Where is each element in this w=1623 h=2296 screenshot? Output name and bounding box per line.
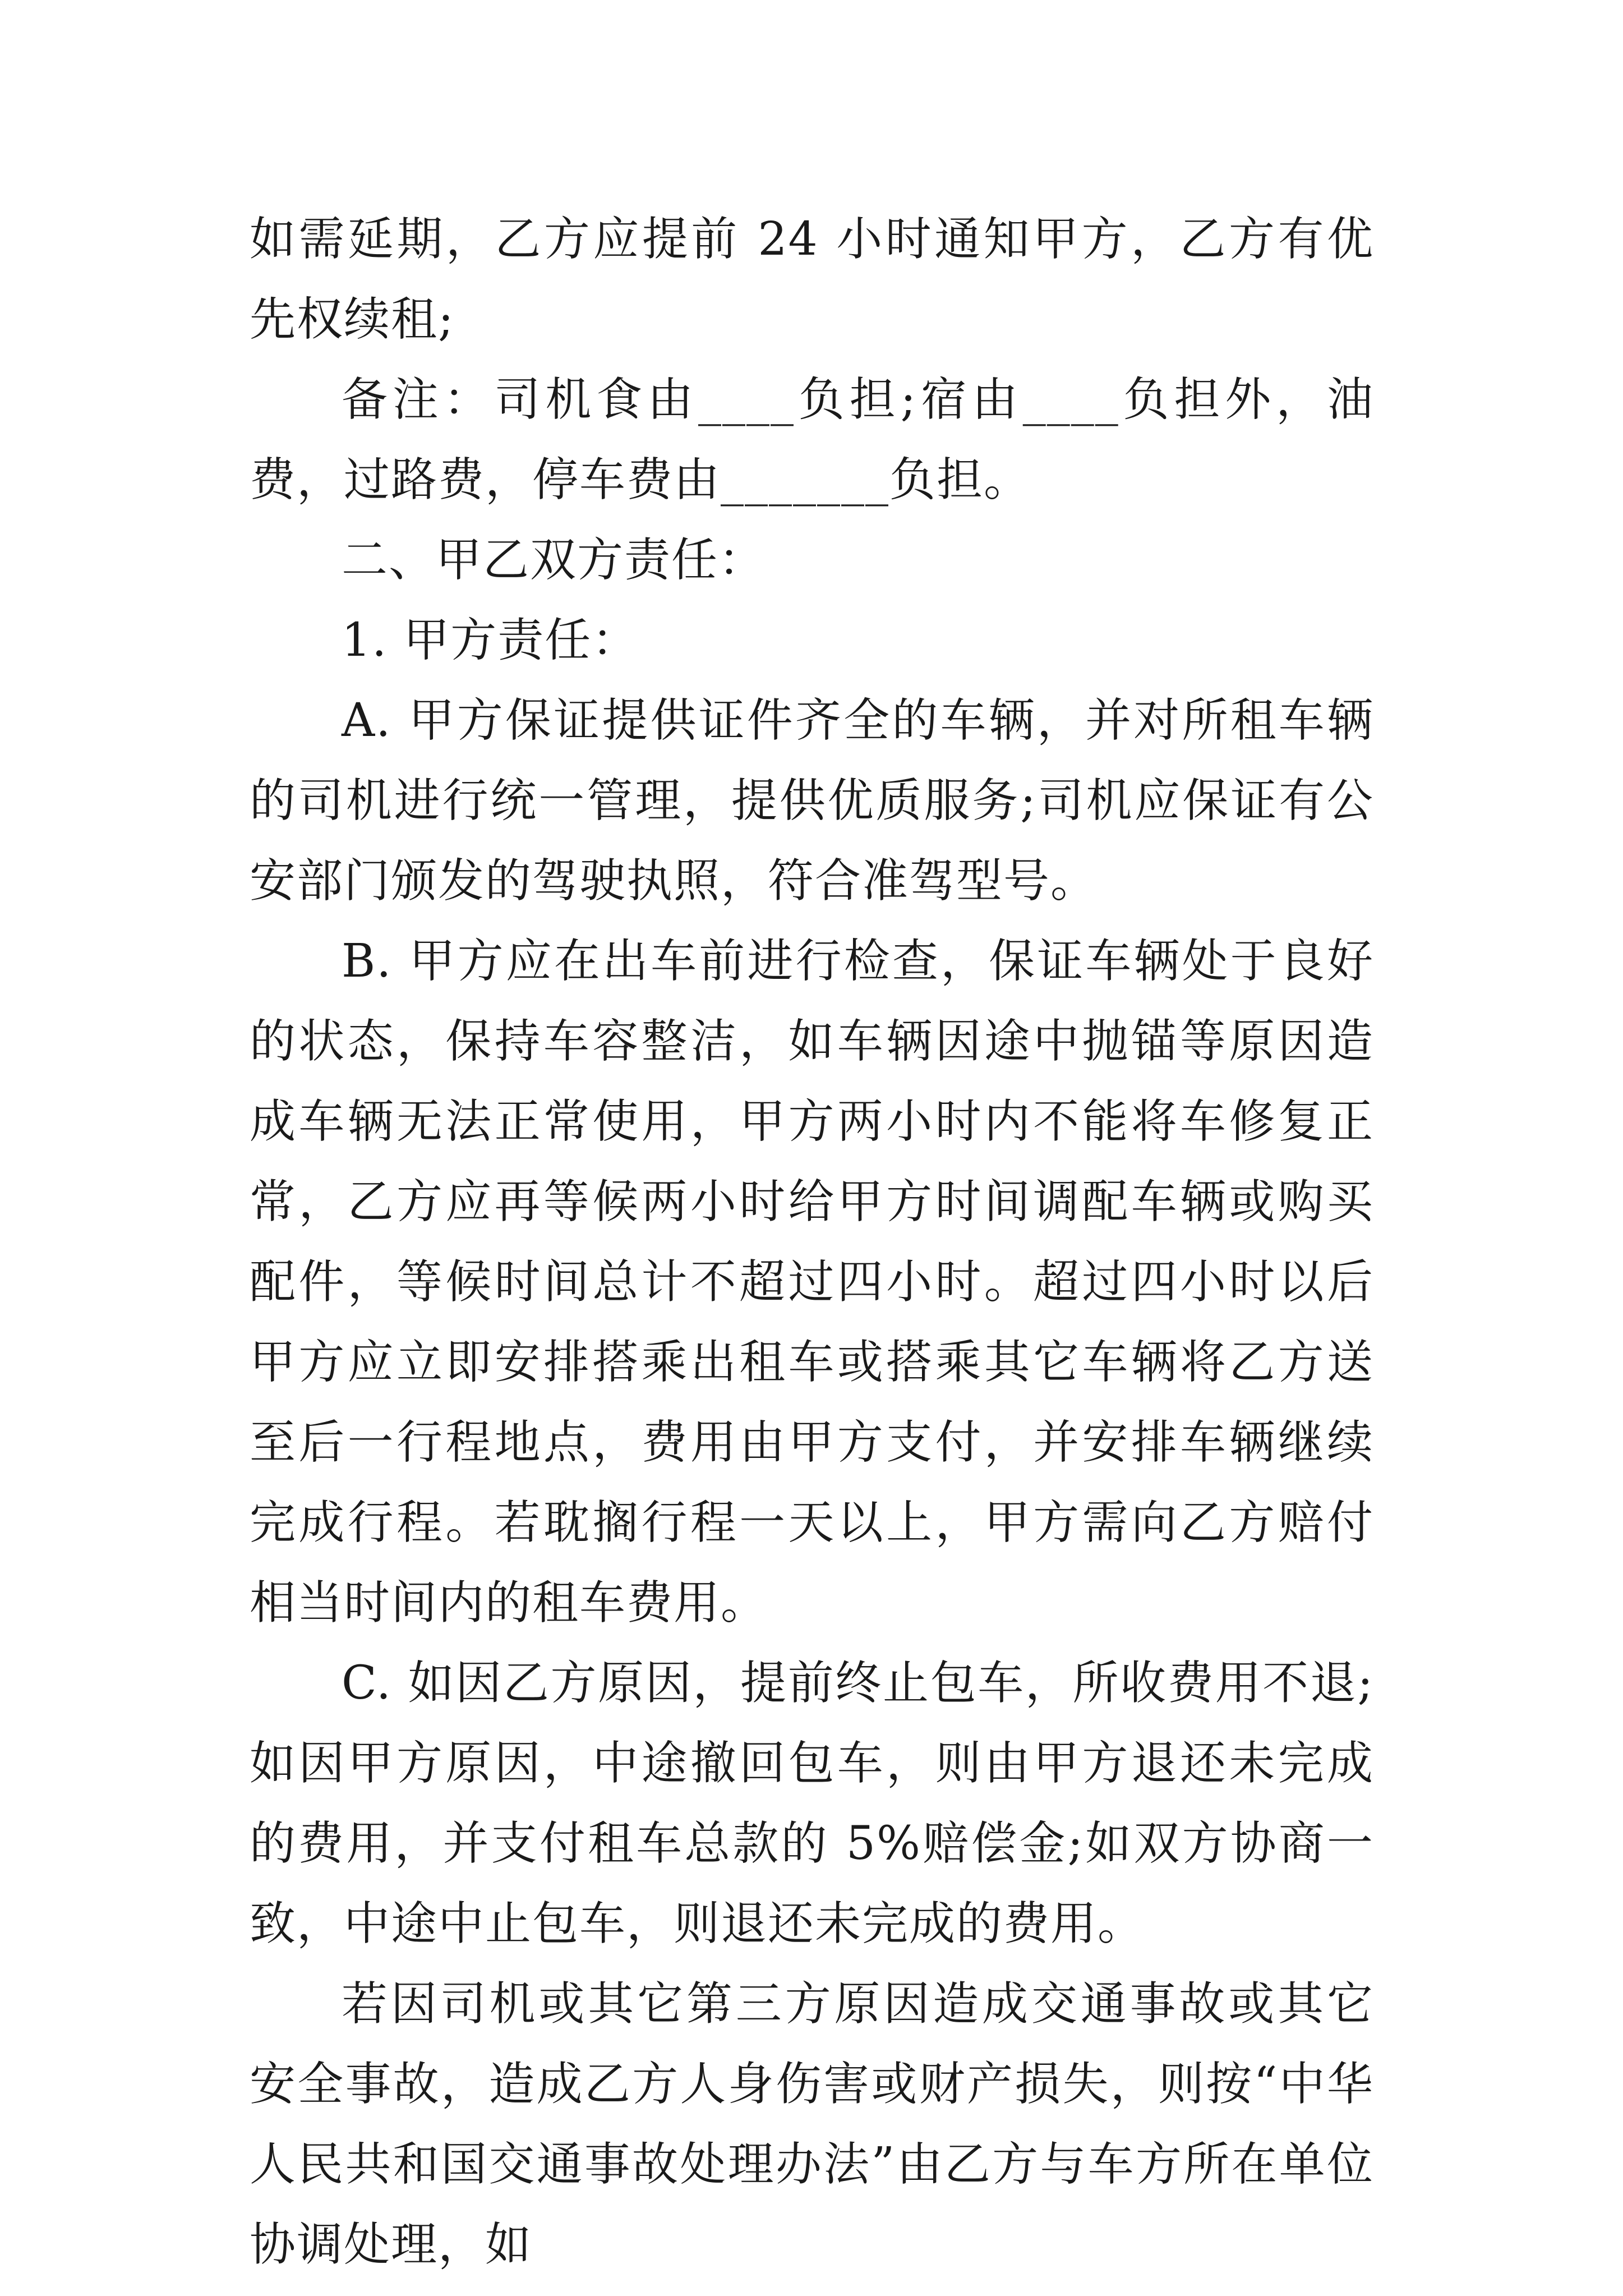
clause-b: B. 甲方应在出车前进行检查，保证车辆处于良好的状态，保持车容整洁，如车辆因途中抛锚等原因造成车辆无法正常使用，甲方两小时内不能将车修复正常，乙方应再等候两小时给甲方时间调配车辆或购买配件，等候时间总计不超过四小时。超过四小时以后甲方应立即安排搭乘出租车或搭乘其它车辆将乙方送至后一行程地点，费用由甲方支付，并安排车辆继续完成行程。若耽搁行程一天以上，甲方需向乙方赔付相当时间内的租车费用。	[250, 935, 1374, 1630]
paragraph-extension: 如需延期，乙方应提前 24 小时通知甲方，乙方有优先权续租;	[250, 213, 1374, 346]
paragraph-accident: 若因司机或其它第三方原因造成交通事故或其它安全事故，造成乙方人身伤害或财产损失，则按“中华人民共和国交通事故处理办法”由乙方与车方所在单位协调处理，如	[250, 1977, 1374, 2271]
paragraph-remarks: 备注：司机食由____负担;宿由____负担外，油费，过路费，停车费由_______负担。	[250, 373, 1374, 507]
clause-c: C. 如因乙方原因，提前终止包车，所收费用不退;如因甲方原因，中途撤回包车，则由甲方退还未完成的费用，并支付租车总款的 5%赔偿金;如双方协商一致，中途中止包车，则退还未完成的费用。	[250, 1657, 1374, 1950]
section-heading-responsibilities: 二、甲乙双方责任：	[342, 533, 766, 587]
subsection-heading-party-a: 1. 甲方责任：	[342, 614, 639, 667]
clause-a: A. 甲方保证提供证件齐全的车辆，并对所租车辆的司机进行统一管理，提供优质服务;司机应保证有公安部门颁发的驾驶执照，符合准驾型号。	[250, 694, 1374, 908]
document-body	[250, 199, 1374, 2285]
